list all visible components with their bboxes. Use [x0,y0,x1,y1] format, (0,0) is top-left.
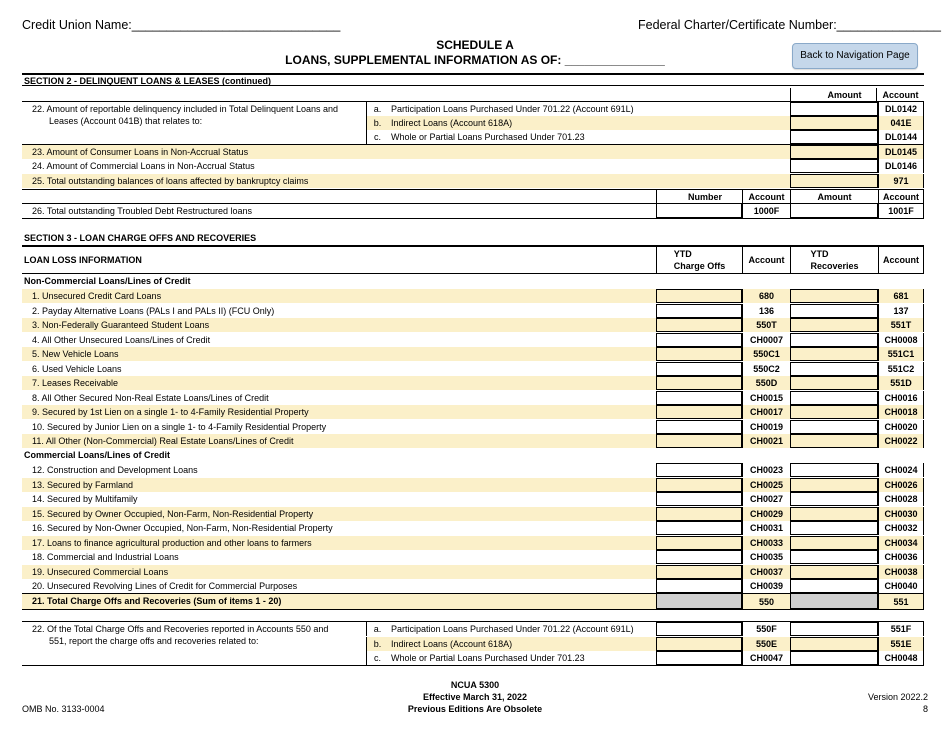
s2-item23-label: 23. Amount of Consumer Loans in Non-Accrual Status [32,147,249,157]
charge-offs-account: CH0017 [742,405,790,419]
recoveries-input[interactable] [790,565,878,579]
row-label: 4. All Other Unsecured Loans/Lines of Credit [32,334,211,345]
row-label: 3. Non-Federally Guaranteed Student Loans [32,320,210,330]
charge-offs-input[interactable] [656,376,742,390]
charge-offs-input[interactable] [656,304,742,318]
recoveries-input[interactable] [790,376,878,390]
s3-total-label: 21. Total Charge Offs and Recoveries (Sum of items 1 - 20) [32,596,282,606]
loan-loss-row [22,536,924,550]
loan-loss-row [366,651,924,665]
divider [22,273,924,274]
recoveries-account: CH0020 [878,420,924,434]
loan-loss-row [22,405,924,419]
charge-offs-account: CH0037 [742,565,790,579]
charge-offs-account: CH0007 [742,333,790,347]
loan-loss-row [22,550,924,564]
recoveries-input[interactable] [790,362,878,376]
s2-item26-amount-input[interactable] [790,203,878,218]
schedule-title: SCHEDULE A [436,38,514,52]
charge-offs-input[interactable] [656,579,742,593]
loan-loss-row [22,565,924,579]
loan-loss-row [22,521,924,535]
number-col-header: Number [656,190,742,204]
recoveries-account: CH0024 [878,463,924,477]
charter-number-field: Federal Charter/Certificate Number:_______________ [638,18,941,32]
recoveries-input[interactable] [790,492,878,506]
recoveries-account: CH0026 [878,478,924,492]
account-col-header-3: Account [742,247,790,273]
s2-22b-account: 041E [878,116,924,130]
row-label: 12. Construction and Development Loans [32,465,198,475]
row-label: 13. Secured by Farmland [32,479,134,490]
account-col-header-1: Account [742,190,790,204]
charge-offs-account: CH0029 [742,507,790,521]
row-label: 16. Secured by Non-Owner Occupied, Non-Farm, Non-Residential Property [32,523,333,533]
row-letter: c. [366,651,388,665]
s2-22a-label: Participation Loans Purchased Under 701.22 (Account 691L) [391,104,634,114]
recoveries-input[interactable] [790,463,878,477]
charge-offs-account: 550C2 [742,362,790,376]
recoveries-account: CH0032 [878,521,924,535]
recoveries-account: 137 [878,304,924,318]
charge-offs-input[interactable] [656,507,742,521]
s2-item23-account: DL0145 [878,145,924,159]
s2-item24-label: 24. Amount of Commercial Loans in Non-Accrual Status [32,161,255,171]
recoveries-account: CH0034 [878,536,924,550]
charge-offs-input[interactable] [656,318,742,332]
s3-column-header [22,247,924,273]
s2-item26-number-input[interactable] [656,203,742,218]
s2-item22-label-line1: 22. Amount of reportable delinquency included in Total Delinquent Loans and [32,104,339,114]
s2-22a-letter: a. [366,102,388,116]
charge-offs-input[interactable] [656,289,742,303]
loan-loss-row [22,478,924,492]
row-label: 8. All Other Secured Non-Real Estate Loans/Lines of Credit [32,392,269,403]
recoveries-account: CH0040 [878,579,924,593]
section-3-header: SECTION 3 - LOAN CHARGE OFFS AND RECOVERIES [24,233,257,243]
page-number: 8 [922,704,928,714]
recoveries-input[interactable] [790,405,878,419]
row-label: 19. Unsecured Commercial Loans [32,566,169,577]
charge-offs-account: CH0039 [742,579,790,593]
recoveries-input[interactable] [790,333,878,347]
s2-item23-row [22,145,924,159]
charge-offs-account: CH0047 [742,651,790,665]
s2-22b-amount-input[interactable] [790,116,878,130]
row-label: 18. Commercial and Industrial Loans [32,552,179,562]
s2-22c-label: Whole or Partial Loans Purchased Under 701.23 [391,132,585,142]
back-to-navigation-button[interactable]: Back to Navigation Page [792,43,918,69]
charge-offs-input[interactable] [656,521,742,535]
charge-offs-account: CH0019 [742,420,790,434]
row-label: 14. Secured by Multifamily [32,494,138,504]
loan-loss-row [22,347,924,361]
s2-item25-row [22,174,924,188]
loan-loss-row [22,362,924,376]
recoveries-account: CH0048 [878,651,924,665]
recoveries-account: CH0008 [878,333,924,347]
row-label: 11. All Other (Non-Commercial) Real Estate Loans/Lines of Credit [32,436,294,446]
charge-offs-input[interactable] [656,434,742,448]
recoveries-input[interactable] [790,637,878,651]
s3-item22-label-line1: 22. Of the Total Charge Offs and Recoveries reported in Accounts 550 and [32,624,329,634]
charge-offs-account: CH0027 [742,492,790,506]
row-label: 17. Loans to finance agricultural production and other loans to farmers [32,537,312,548]
s2-22c-letter: c. [366,130,388,144]
effective-date: Effective March 31, 2022 [422,692,528,702]
charge-offs-account: 550F [742,622,790,636]
charge-offs-input[interactable] [656,492,742,506]
s2-item24-amount-input[interactable] [790,159,878,173]
omb-number: OMB No. 3133-0004 [22,704,105,714]
recoveries-account: CH0036 [878,550,924,564]
recoveries-input[interactable] [790,651,878,665]
loan-loss-row [22,289,924,303]
recoveries-input[interactable] [790,536,878,550]
recoveries-input[interactable] [790,550,878,564]
loan-loss-row [22,391,924,405]
charge-offs-input[interactable] [656,405,742,419]
recoveries-account: 551D [878,376,924,390]
charge-offs-account: 680 [742,289,790,303]
loan-loss-row [22,304,924,318]
ytd-recoveries-header: YTD Recoveries [790,247,878,273]
row-label: 1. Unsecured Credit Card Loans [32,291,162,301]
s2-item25-label: 25. Total outstanding balances of loans affected by bankruptcy claims [32,176,309,186]
recoveries-account: 551E [878,637,924,651]
recoveries-input[interactable] [790,347,878,361]
charge-offs-input[interactable] [656,565,742,579]
s2-22a-amount-input[interactable] [790,102,878,116]
account-col-header-2: Account [878,190,924,204]
charge-offs-input[interactable] [656,420,742,434]
page-title: LOANS, SUPPLEMENTAL INFORMATION AS OF: _______________ [285,53,665,67]
recoveries-account: 551C1 [878,347,924,361]
charge-offs-account: CH0025 [742,478,790,492]
s2-item22c-row [366,130,924,144]
row-label: 7. Leases Receivable [32,378,119,388]
s2-item24-row [22,159,924,173]
charge-offs-input[interactable] [656,478,742,492]
s3-total-recoveries-input[interactable] [790,593,878,609]
s2-item25-amount-input[interactable] [790,174,878,188]
amount-col-header-2: Amount [790,190,878,204]
charge-offs-input[interactable] [656,391,742,405]
row-label: 2. Payday Alternative Loans (PALs I and PALs II) (FCU Only) [32,305,275,316]
recoveries-account: 551C2 [878,362,924,376]
loan-loss-row [22,463,924,477]
recoveries-input[interactable] [790,434,878,448]
s2-22a-account: DL0142 [878,102,924,116]
s2-22b-letter: b. [366,116,388,130]
loan-loss-row [22,579,924,593]
divider [22,665,924,666]
section-2-header: SECTION 2 - DELINQUENT LOANS & LEASES (continued) [22,73,924,86]
version: Version 2022.2 [867,692,928,702]
recoveries-input[interactable] [790,318,878,332]
charge-offs-input[interactable] [656,347,742,361]
s3-total-row [22,593,924,610]
s2-item26-account-1: 1000F [742,204,790,218]
s2-item23-amount-input[interactable] [790,145,878,159]
recoveries-account: 681 [878,289,924,303]
recoveries-account: 551F [878,622,924,636]
loan-loss-row [22,376,924,390]
recoveries-account: CH0030 [878,507,924,521]
divider [22,101,924,102]
row-label: 10. Secured by Junior Lien on a single 1- to 4-Family Residential Property [32,421,327,432]
row-letter: b. [366,637,388,651]
s3-total-account-1: 550 [742,594,790,609]
row-label: Whole or Partial Loans Purchased Under 701.23 [391,653,585,663]
recoveries-input[interactable] [790,304,878,318]
charge-offs-input[interactable] [656,651,742,665]
s2-22b-label: Indirect Loans (Account 618A) [391,118,513,128]
charge-offs-account: CH0033 [742,536,790,550]
row-label: 5. New Vehicle Loans [32,349,119,359]
recoveries-account: CH0028 [878,492,924,506]
commercial-heading: Commercial Loans/Lines of Credit [24,450,171,460]
s2-item26-col-header [22,189,924,204]
row-label: 9. Secured by 1st Lien on a single 1- to 4-Family Residential Property [32,407,309,417]
amount-col-header: Amount [790,88,898,101]
charge-offs-input[interactable] [656,622,742,636]
charge-offs-account: CH0023 [742,463,790,477]
s2-22c-account: DL0144 [878,130,924,144]
loan-loss-row [22,434,924,448]
recoveries-account: CH0016 [878,391,924,405]
s2-item26-label: 26. Total outstanding Troubled Debt Restructured loans [32,206,252,216]
loan-loss-row [22,333,924,347]
row-label: Participation Loans Purchased Under 701.22 (Account 691L) [391,624,634,634]
recoveries-input[interactable] [790,579,878,593]
charge-offs-account: 550T [742,318,790,332]
s2-item26-row [22,203,924,219]
row-label: 20. Unsecured Revolving Lines of Credit for Commercial Purposes [32,581,298,591]
charge-offs-account: 136 [742,304,790,318]
row-label: 6. Used Vehicle Loans [32,363,122,374]
section2-column-header [22,88,924,101]
charge-offs-account: CH0031 [742,521,790,535]
charge-offs-input[interactable] [656,550,742,564]
loan-loss-row [22,318,924,332]
charge-offs-account: CH0021 [742,434,790,448]
s2-item22-label-line2: Leases (Account 041B) that relates to: [49,116,203,126]
charge-offs-account: CH0035 [742,550,790,564]
s2-item26-account-2: 1001F [878,204,924,218]
charge-offs-input[interactable] [656,362,742,376]
recoveries-input[interactable] [790,289,878,303]
s3-total-account-2: 551 [878,594,924,609]
s2-item22b-row [366,116,924,130]
row-label: Indirect Loans (Account 618A) [391,638,513,649]
row-label: 15. Secured by Owner Occupied, Non-Farm, Non-Residential Property [32,508,314,519]
charge-offs-input[interactable] [656,637,742,651]
loan-loss-row [22,420,924,434]
account-col-header-4: Account [878,247,924,273]
charge-offs-account: CH0015 [742,391,790,405]
recoveries-input[interactable] [790,391,878,405]
s3-total-charge-offs-input[interactable] [656,593,742,609]
recoveries-input[interactable] [790,478,878,492]
ytd-charge-offs-header: YTD Charge Offs [656,247,742,273]
s3-item22-label-line2: 551, report the charge offs and recoveries related to: [49,636,259,646]
charge-offs-account: 550E [742,637,790,651]
charge-offs-input[interactable] [656,463,742,477]
recoveries-input[interactable] [790,622,878,636]
loan-loss-row [366,622,924,636]
s2-22c-amount-input[interactable] [790,130,878,144]
charge-offs-input[interactable] [656,536,742,550]
s2-item25-account: 971 [878,174,924,188]
obsolete-notice: Previous Editions Are Obsolete [407,704,543,714]
account-col-header: Account [876,88,924,101]
noncommercial-heading: Non-Commercial Loans/Lines of Credit [24,276,191,286]
recoveries-account: 551T [878,318,924,332]
loan-loss-row [366,637,924,651]
recoveries-account: CH0022 [878,434,924,448]
s2-item22a-row [366,102,924,116]
recoveries-account: CH0038 [878,565,924,579]
charge-offs-account: 550D [742,376,790,390]
charge-offs-input[interactable] [656,333,742,347]
credit-union-name-field: Credit Union Name:______________________________ [22,18,341,32]
row-letter: a. [366,622,388,636]
recoveries-input[interactable] [790,420,878,434]
recoveries-account: CH0018 [878,405,924,419]
form-number: NCUA 5300 [450,680,500,690]
loan-loss-info-heading: LOAN LOSS INFORMATION [24,255,142,265]
loan-loss-row [22,492,924,506]
recoveries-input[interactable] [790,507,878,521]
s2-item24-account: DL0146 [878,159,924,173]
recoveries-input[interactable] [790,521,878,535]
loan-loss-row [22,507,924,521]
charge-offs-account: 550C1 [742,347,790,361]
